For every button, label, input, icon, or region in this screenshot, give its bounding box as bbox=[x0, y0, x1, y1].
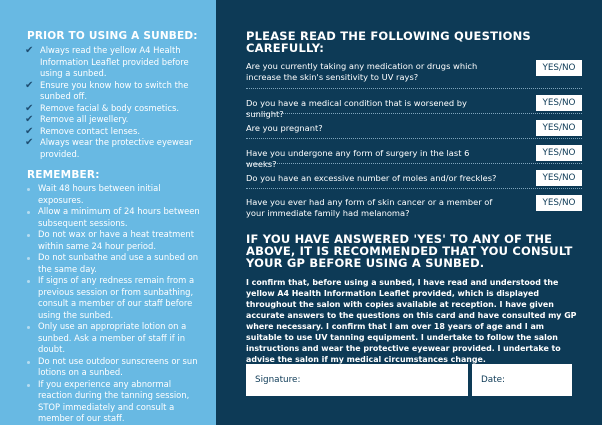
yes-no-box[interactable]: YES/NO bbox=[536, 195, 582, 211]
list-item: ✔ Remove contact lenses. bbox=[25, 125, 140, 137]
list-item: Allow a minimum of 24 hours between subsequent sessions. bbox=[27, 206, 204, 229]
question-text: Are you pregnant? bbox=[246, 123, 323, 133]
dot-icon bbox=[27, 257, 30, 260]
list-item: Only use an appropriate lotion on a sunbed. Ask a member of staff if in doubt. bbox=[27, 321, 204, 356]
yes-no-box[interactable]: YES/NO bbox=[536, 60, 582, 76]
prior-list bbox=[27, 45, 204, 160]
list-item: If signs of any redness remain from a previous session or from sunbathing, consult a member of our staff before using the sunbed. bbox=[27, 275, 204, 321]
signature-field[interactable] bbox=[246, 364, 468, 396]
checkmark-icon: ✔ bbox=[25, 45, 34, 56]
yes-no-box[interactable]: YES/NO bbox=[536, 120, 582, 136]
question-row bbox=[246, 189, 582, 227]
dot-icon bbox=[27, 326, 30, 329]
dot-icon bbox=[27, 211, 30, 214]
dot-icon bbox=[27, 234, 30, 237]
question-text: Do you have an excessive number of moles and/or freckles? bbox=[246, 173, 497, 183]
yes-no-box[interactable]: YES/NO bbox=[536, 170, 582, 186]
list-item: ✔ Always wear the protective eyewear provided. bbox=[25, 137, 193, 159]
dot-icon bbox=[27, 361, 30, 364]
checkmark-icon: ✔ bbox=[25, 137, 34, 148]
dot-icon bbox=[27, 384, 30, 387]
list-item: Do not use outdoor sunscreens or sun lotions on a sunbed. bbox=[27, 356, 204, 379]
date-label: Date: bbox=[481, 375, 505, 385]
list-item: ✔ Ensure you know how to switch the sunbed off. bbox=[25, 79, 189, 101]
question-row bbox=[246, 89, 582, 119]
dot-icon bbox=[27, 188, 30, 191]
remember-heading: REMEMBER: bbox=[27, 169, 100, 181]
signature-label: Signature: bbox=[255, 375, 301, 385]
question-text: Are you currently taking any medication or drugs which increase the skin's sensitivity to UV rays? bbox=[246, 61, 478, 82]
checkmark-icon: ✔ bbox=[25, 125, 34, 137]
advice-heading: IF YOU HAVE ANSWERED 'YES' TO ANY OF THE ABOVE, IT IS RECOMMENDED THAT YOU CONSULT YOUR GP BEFORE USING A SUNBED. bbox=[246, 232, 573, 270]
date-field[interactable] bbox=[472, 364, 572, 396]
dot-icon bbox=[27, 280, 30, 283]
checkmark-icon: ✔ bbox=[25, 114, 34, 125]
remember-list bbox=[27, 183, 204, 425]
checkmark-icon: ✔ bbox=[25, 79, 34, 91]
list-item: ✔ Always read the yellow A4 Health Information Leaflet provided before using a sunbed. bbox=[25, 45, 189, 78]
question-text: Have you ever had any form of skin cancer or a member of your immediate family had melanoma? bbox=[246, 197, 493, 218]
question-text: Have you undergone any form of surgery in the last 6 weeks? bbox=[246, 148, 470, 169]
checkmark-icon: ✔ bbox=[25, 102, 34, 114]
question-text: Do you have a medical condition that is worsened by sunlight? bbox=[246, 98, 467, 119]
questions-heading: PLEASE READ THE FOLLOWING QUESTIONS CAREFULLY: bbox=[246, 29, 531, 55]
prior-heading: PRIOR TO USING A SUNBED: bbox=[27, 30, 198, 42]
confirmation-text: I confirm that, before using a sunbed, I have read and understood the yellow A4 Health Information Leaflet provided, which is displayed throughout the salon with copies available at reception. I have given accurate answers to the questions on this card and have consulted my GP where necessary. I confirm that I am over 18 years of age and I am suitable to use UV tanning equipment. I undertake to follow the salon instructions and wear the protective eyewear provided. I undertake to advise the salon if my medical circumstances change. bbox=[246, 278, 577, 364]
yes-no-box[interactable]: YES/NO bbox=[536, 95, 582, 111]
list-item: ✔ Remove facial & body cosmetics. bbox=[25, 102, 179, 114]
list-item: ✔ Remove all jewellery. bbox=[25, 114, 129, 125]
question-row bbox=[246, 139, 582, 169]
yes-no-box[interactable]: YES/NO bbox=[536, 145, 582, 161]
left-panel bbox=[0, 0, 216, 425]
list-item: Do not wax or have a heat treatment within same 24 hour period. bbox=[27, 229, 204, 252]
question-row bbox=[246, 114, 582, 139]
question-row bbox=[246, 57, 582, 89]
right-panel bbox=[216, 0, 602, 425]
list-item: If you experience any abnormal reaction during the tanning session, STOP immediately and consult a member of our staff. bbox=[27, 379, 204, 425]
list-item: Wait 48 hours between initial exposures. bbox=[27, 183, 204, 206]
question-row bbox=[246, 164, 582, 189]
list-item: Do not sunbathe and use a sunbed on the same day. bbox=[27, 252, 204, 275]
